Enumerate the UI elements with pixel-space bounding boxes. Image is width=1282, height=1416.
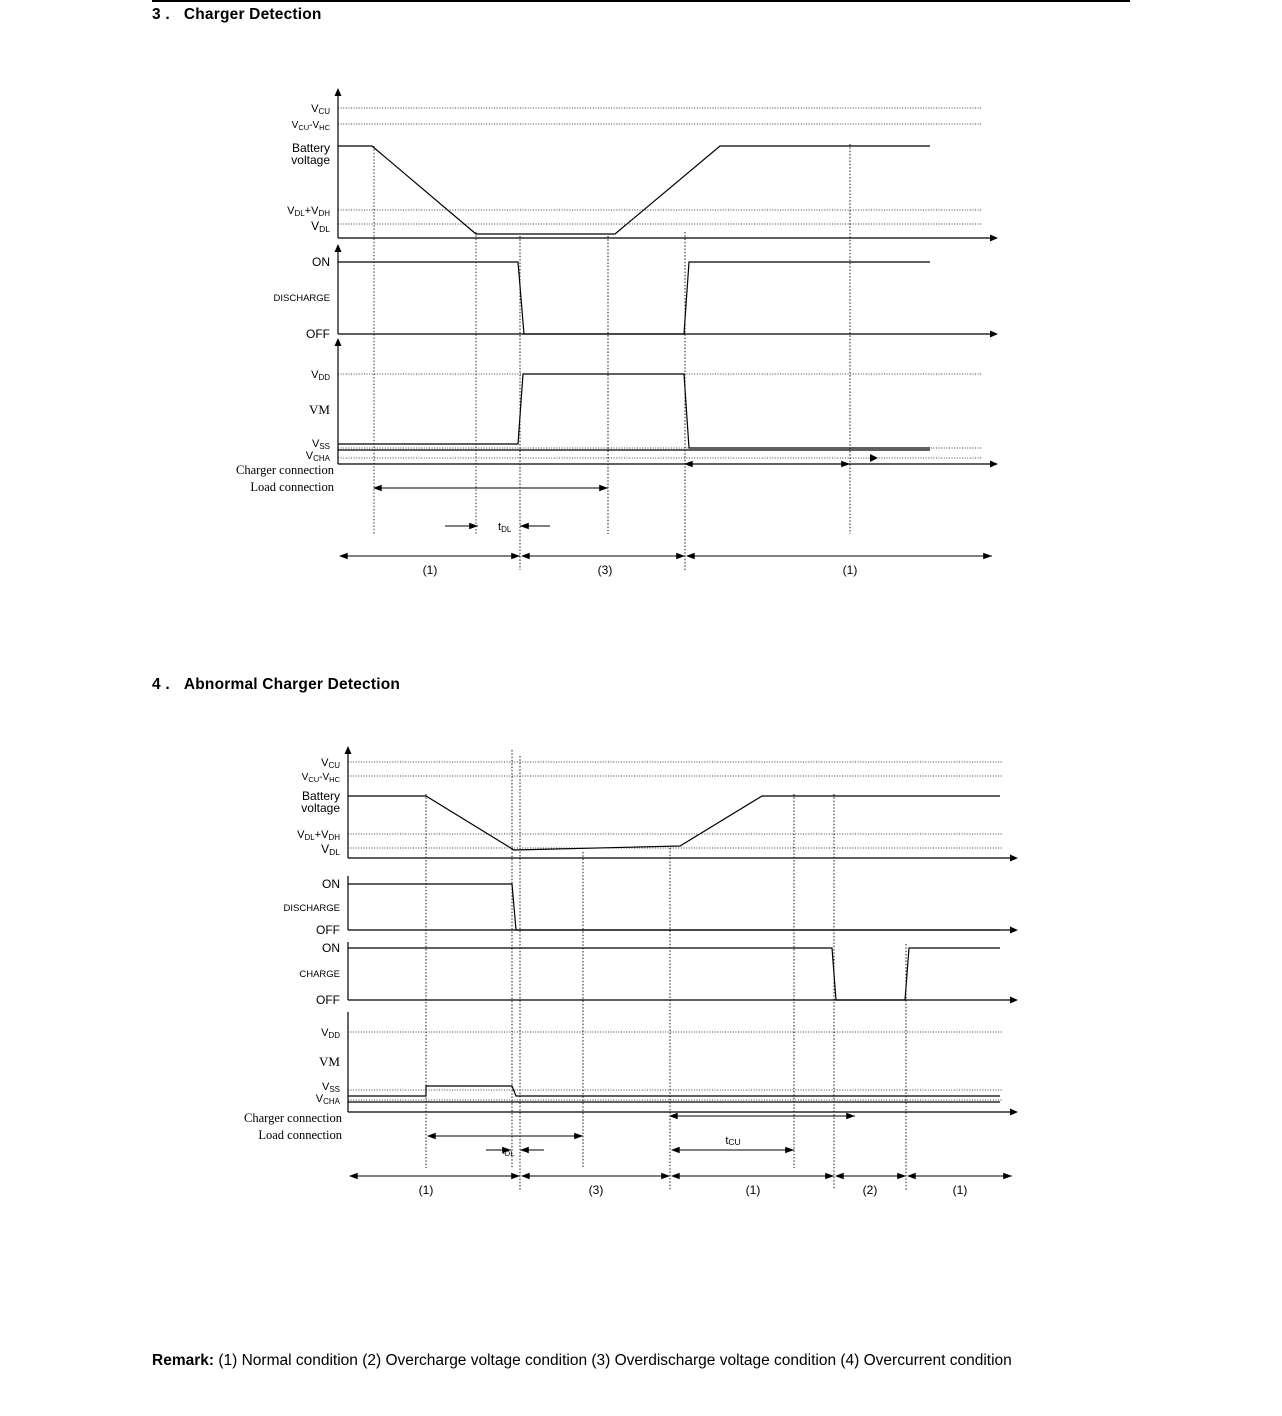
svg-text:VSS: VSS <box>321 1081 340 1094</box>
svg-text:Battery: Battery <box>291 141 330 155</box>
svg-text:voltage: voltage <box>291 153 330 167</box>
section-label-3: Charger Detection <box>183 6 322 23</box>
svg-text:OFF: OFF <box>316 993 340 1007</box>
section-number-4: 4 . <box>152 676 170 693</box>
remark-text: (1) Normal condition (2) Overcharge voltage condition (3) Overdischarge voltage condition (4) Overcurrent condition <box>214 1352 1012 1369</box>
svg-text:Battery: Battery <box>301 789 340 803</box>
svg-text:voltage: voltage <box>301 801 340 815</box>
charger-detection-figure <box>230 82 1020 602</box>
svg-text:VSS: VSS <box>311 438 330 451</box>
svg-text:VDL+VDH: VDL+VDH <box>287 205 330 218</box>
svg-text:(3): (3) <box>597 563 613 577</box>
svg-text:(1): (1) <box>952 1183 968 1197</box>
svg-text:Charger connection: Charger connection <box>236 463 334 477</box>
svg-text:tDL: $t_{DL}$ <box>502 1146 515 1158</box>
svg-text:VCHA: VCHA <box>305 450 330 463</box>
svg-text:(1): (1) <box>842 563 858 577</box>
svg-text:OFF: OFF <box>306 327 330 341</box>
svg-text:ON: ON <box>322 877 340 891</box>
svg-text:VCU: VCU <box>311 103 330 116</box>
svg-text:(1): (1) <box>418 1183 434 1197</box>
svg-text:VDD: VDD <box>321 1027 340 1040</box>
svg-text:VCU: VCU <box>321 757 340 770</box>
section-title-4 <box>152 676 400 694</box>
svg-text:Load connection: Load connection <box>250 480 334 494</box>
svg-text:VDL+VDH: VDL+VDH <box>297 829 340 842</box>
svg-text:Load connection: Load connection <box>258 1128 342 1142</box>
svg-text:ON: ON <box>312 255 330 269</box>
svg-text:VCU-VHC: $V_{CU}-V_{HC}$ <box>291 120 330 132</box>
section-number-3: 3 . <box>152 6 170 23</box>
svg-text:(1): (1) <box>745 1183 761 1197</box>
svg-text:(1): (1) <box>422 563 438 577</box>
svg-text:tDL: tDL <box>498 521 512 534</box>
svg-text:CHARGE: CHARGE <box>299 969 340 980</box>
svg-text:tCU: tCU <box>725 1135 741 1147</box>
svg-text:VM: VM <box>319 1054 340 1069</box>
svg-text:VM: VM <box>309 402 330 417</box>
remark-block <box>152 1348 1130 1374</box>
svg-text:(3): (3) <box>588 1183 604 1197</box>
svg-text:ON: ON <box>322 941 340 955</box>
section-label-4: Abnormal Charger Detection <box>183 676 401 693</box>
svg-text:DISCHARGE: DISCHARGE <box>273 293 330 304</box>
svg-text:Charger connection: Charger connection <box>244 1111 342 1125</box>
svg-text:VDD: VDD <box>311 369 330 382</box>
svg-text:DISCHARGE: DISCHARGE <box>283 903 340 914</box>
svg-text:OFF: OFF <box>316 923 340 937</box>
svg-text:(2): (2) <box>862 1183 878 1197</box>
svg-text:VDL: VDL <box>311 219 330 234</box>
svg-text:VCHA: VCHA <box>315 1093 340 1106</box>
abnormal-charger-detection-figure <box>230 738 1040 1218</box>
section-title-3 <box>152 6 322 24</box>
header-rule <box>152 0 1130 2</box>
svg-text:VCU-VHC: $V_{CU}-V_{HC}$ <box>301 772 340 784</box>
svg-text:VDL: VDL <box>321 842 340 857</box>
remark-label: Remark: <box>152 1352 215 1369</box>
